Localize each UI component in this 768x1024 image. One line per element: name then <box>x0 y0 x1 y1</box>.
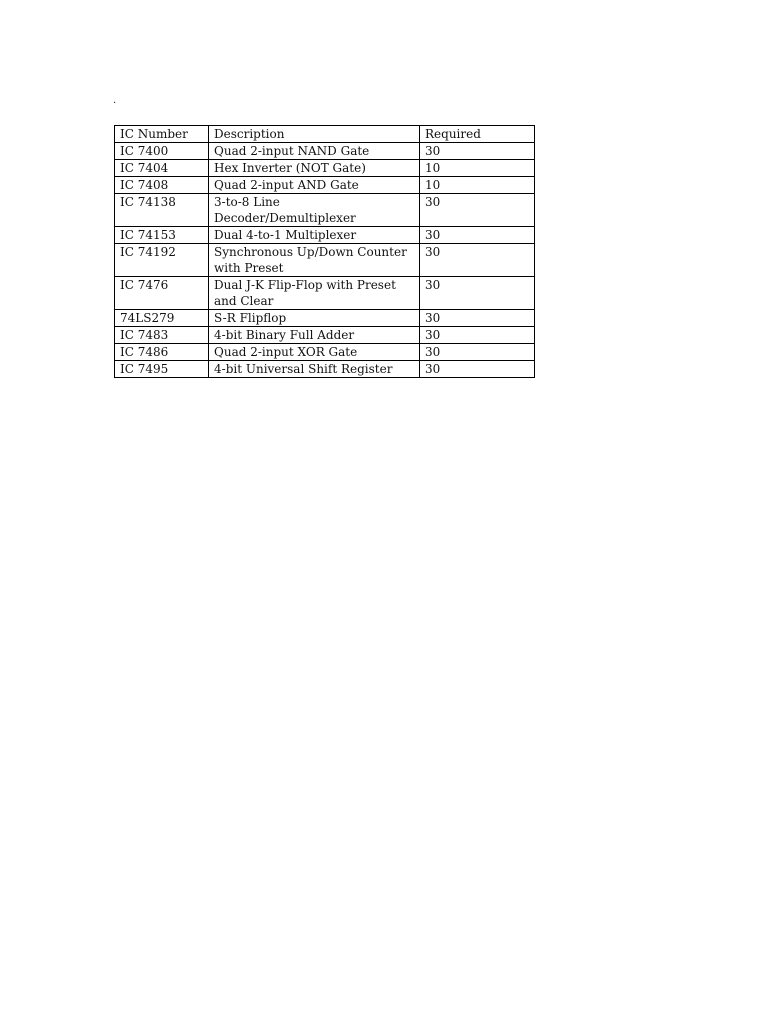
table-row <box>115 227 535 244</box>
header-ic-number: IC Number <box>115 126 209 143</box>
description-cell: Quad 2-input AND Gate <box>209 177 420 194</box>
description-cell: 4-bit Universal Shift Register <box>209 361 420 378</box>
required-cell: 30 <box>420 143 535 160</box>
ic-number-cell: IC 74153 <box>115 227 209 244</box>
required-cell: 30 <box>420 227 535 244</box>
table-row <box>115 361 535 378</box>
required-cell: 10 <box>420 177 535 194</box>
required-cell: 30 <box>420 310 535 327</box>
ic-number-cell: IC 7404 <box>115 160 209 177</box>
description-cell: Synchronous Up/Down Counter with Preset <box>209 244 420 277</box>
stray-mark: . <box>113 95 117 106</box>
table-row <box>115 244 535 277</box>
table-row <box>115 277 535 310</box>
ic-number-cell: IC 7476 <box>115 277 209 310</box>
required-cell: 30 <box>420 344 535 361</box>
ic-number-cell: 74LS279 <box>115 310 209 327</box>
ic-number-cell: IC 7400 <box>115 143 209 160</box>
required-cell: 30 <box>420 244 535 277</box>
ic-number-cell: IC 7486 <box>115 344 209 361</box>
table-row <box>115 194 535 227</box>
table-row <box>115 143 535 160</box>
required-cell: 10 <box>420 160 535 177</box>
table-header-row <box>115 126 535 143</box>
description-cell: Hex Inverter (NOT Gate) <box>209 160 420 177</box>
description-cell: Dual J-K Flip-Flop with Preset and Clear <box>209 277 420 310</box>
description-cell: 3-to-8 Line Decoder/Demultiplexer <box>209 194 420 227</box>
required-cell: 30 <box>420 361 535 378</box>
table-row <box>115 327 535 344</box>
ic-requirements-table <box>114 125 535 378</box>
header-description: Description <box>209 126 420 143</box>
ic-number-cell: IC 7495 <box>115 361 209 378</box>
ic-number-cell: IC 74192 <box>115 244 209 277</box>
table-row <box>115 177 535 194</box>
table-row <box>115 344 535 361</box>
description-cell: 4-bit Binary Full Adder <box>209 327 420 344</box>
description-cell: Quad 2-input NAND Gate <box>209 143 420 160</box>
description-cell: Quad 2-input XOR Gate <box>209 344 420 361</box>
header-required: Required <box>420 126 535 143</box>
description-cell: S-R Flipflop <box>209 310 420 327</box>
required-cell: 30 <box>420 194 535 227</box>
required-cell: 30 <box>420 277 535 310</box>
required-cell: 30 <box>420 327 535 344</box>
ic-number-cell: IC 7408 <box>115 177 209 194</box>
ic-number-cell: IC 74138 <box>115 194 209 227</box>
ic-number-cell: IC 7483 <box>115 327 209 344</box>
description-cell: Dual 4-to-1 Multiplexer <box>209 227 420 244</box>
table-row <box>115 160 535 177</box>
table-row <box>115 310 535 327</box>
